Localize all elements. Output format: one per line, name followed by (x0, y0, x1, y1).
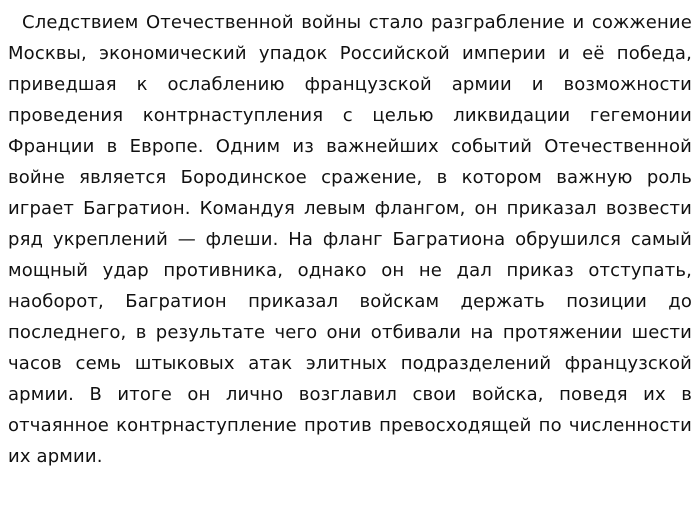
body-paragraph: Следствием Отечественной войны стало разграбление и сожжение Москвы, экономический упадок Российской империи и её победа, приведшая к ослаблению французской армии и возможности проведения контрнаступления с целью ликвидации гегемонии Франции в Европе. Одним из важнейших событий Отечественной войне является Бородинское сражение, в котором важную роль играет Багратион. Командуя левым флангом, он приказал возвести ряд укреплений — флеши. На фланг Багратиона обрушился самый мощный удар противника, однако он не дал приказ отступать, наоборот, Багратион приказал войскам держать позиции до последнего, в результате чего они отбивали на протяжении шести часов семь штыковых атак элитных подразделений французской армии. В итоге он лично возглавил свои войска, поведя их в отчаянное контрнаступление против превосходящей по численности их армии. (8, 12, 692, 467)
